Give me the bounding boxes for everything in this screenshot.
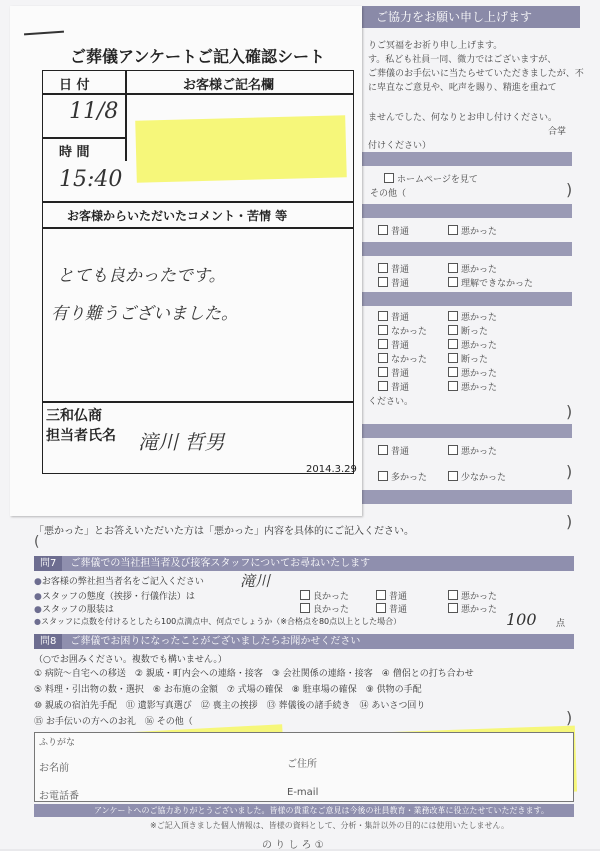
form-header: ご協力をお願い申し上げます — [376, 10, 533, 24]
option-futsu[interactable]: 普通 — [378, 276, 409, 289]
q7-score-handwritten: 100 — [506, 610, 537, 629]
form-intro-line: ご葬儀のお手伝いに当たらせていただきましたが、不 — [368, 69, 584, 79]
form-gassho: 合掌 — [548, 127, 567, 137]
comments-label: お客様からいただいたコメント・苦情 等 — [67, 209, 288, 223]
option-futsu[interactable]: 普通 — [378, 380, 409, 393]
staff-handwritten: 滝川 哲男 — [138, 430, 225, 454]
option-futsu[interactable]: 普通 — [378, 310, 409, 323]
question-bar — [362, 490, 572, 504]
option-warui[interactable]: 悪かった — [448, 366, 497, 379]
furigana-label: ふりがな — [39, 738, 76, 748]
option-kotowatta[interactable]: 断った — [448, 324, 488, 337]
printed-date: 2014.3.29 — [306, 464, 357, 475]
divider — [125, 71, 127, 161]
option-warui[interactable]: 悪かった — [448, 444, 497, 457]
form-intro-line: に卑直なご意見や、叱声を賜り、精進を重ねて — [368, 83, 557, 93]
staff-label: 担当者氏名 — [46, 428, 116, 444]
privacy-note: ※ご記入頂きました個人情報は、皆様の資料として、分析・集計以外の目的には使用いたしません。 — [150, 821, 510, 830]
page-label: の り し ろ ① — [262, 840, 324, 851]
thanks-bar: アンケートへのご協力ありがとうございました。皆様の貴重なご意見は今後の社員教育・業務改革に役立たせていただきます。 — [34, 804, 574, 817]
address-label: ご住所 — [287, 759, 317, 770]
dress-normal[interactable]: 普通 — [376, 602, 407, 615]
option-rikai[interactable]: 理解できなかった — [448, 276, 533, 289]
bracket: ) — [566, 512, 573, 531]
comment-line-2: 有り難うございました。 — [51, 304, 238, 324]
option-ooi[interactable]: 多かった — [378, 470, 427, 483]
form-intro-line: 付けください） — [368, 141, 432, 151]
q8-header — [34, 634, 574, 649]
q7-dress-line: ●スタッフの服装は — [34, 605, 114, 615]
confirmation-card — [10, 6, 362, 516]
option-futsu[interactable]: 普通 — [378, 444, 409, 457]
dress-bad[interactable]: 悪かった — [448, 602, 497, 615]
attitude-bad[interactable]: 悪かった — [448, 589, 497, 602]
time-label: 時 間 — [59, 145, 90, 160]
option-warui[interactable]: 悪かった — [448, 310, 497, 323]
option-homepage[interactable]: ホームページを見て — [384, 172, 478, 185]
q7-attitude-line: ●スタッフの態度（挨拶・行儀作法）は — [34, 592, 195, 602]
form-kudasai: ください。 — [368, 397, 414, 407]
q7-score-line: ●スタッフに点数を付けるとしたら100点満点中、何点でしょうか（※合格点を80点以上とした場合） — [34, 617, 402, 626]
q8-title: ご葬儀でお困りになったことがございましたらお聞かせください — [70, 636, 361, 647]
option-warui[interactable]: 悪かった — [448, 380, 497, 393]
q7-number: 問7 — [34, 556, 62, 571]
contact-info-box — [34, 732, 574, 802]
divider — [43, 201, 353, 203]
q8-options-row: ⑮ お手伝いの方へのお礼 ⑯ その他（ — [34, 717, 193, 727]
attitude-normal[interactable]: 普通 — [376, 589, 407, 602]
form-intro-line: りご冥福をお祈り申し上げます。 — [368, 41, 503, 51]
form-intro-line: ませんでした、何なりとお申し付けください。 — [368, 113, 558, 123]
company-name: 三和仏商 — [46, 408, 102, 424]
date-label: 日 付 — [59, 78, 90, 93]
option-warui[interactable]: 悪かった — [448, 262, 497, 275]
redaction-highlight — [135, 115, 347, 182]
q8-options-row: ① 病院～自宅への移送 ② 親戚・町内会への連絡・接客 ③ 会社関係の連絡・接客 ④ 僧侶との打ち合わせ — [34, 669, 474, 679]
q7-staff-name-line: ●お客様の弊社担当者名をご記入ください — [34, 577, 204, 587]
q8-number: 問8 — [34, 634, 62, 649]
divider — [43, 401, 353, 403]
option-nakatta[interactable]: なかった — [378, 352, 427, 365]
option-sukunai[interactable]: 少なかった — [448, 470, 506, 483]
q7-staff-name-handwritten: 滝川 — [240, 572, 271, 590]
form-intro-line: す。私ども社員一同、微力ではございますが、 — [368, 55, 557, 65]
option-kotowatta[interactable]: 断った — [448, 352, 488, 365]
email-label: E-mail — [287, 787, 319, 798]
question-bar — [362, 152, 572, 166]
option-other[interactable]: その他（ — [370, 189, 407, 199]
bracket: ) — [566, 180, 573, 199]
question-bar — [362, 242, 572, 256]
bad-answer-note: 「悪かった」とお答えいただいた方は「悪かった」内容を具体的にご記入ください。 — [34, 526, 414, 537]
q8-instruction: （○でお囲みください。複数でも構いません。） — [34, 655, 227, 665]
name-label: お客様ご記名欄 — [183, 78, 275, 93]
form-header-band — [362, 6, 580, 28]
divider — [43, 137, 125, 139]
option-warui[interactable]: 悪かった — [448, 224, 497, 237]
bracket: ) — [566, 402, 573, 421]
name-label: お名前 — [39, 763, 69, 774]
divider — [43, 93, 353, 95]
option-futsu[interactable]: 普通 — [378, 366, 409, 379]
q8-options-row: ⑤ 料理・引出物の数・選択 ⑥ お布施の金額 ⑦ 式場の確保 ⑧ 駐車場の確保 ⑨ 供物の手配 — [34, 685, 422, 695]
option-futsu[interactable]: 普通 — [378, 338, 409, 351]
bracket: ( — [34, 534, 40, 550]
divider — [43, 227, 353, 229]
bracket: ) — [566, 708, 573, 727]
bracket: ) — [566, 462, 573, 481]
option-futsu[interactable]: 普通 — [378, 262, 409, 275]
pen-mark — [24, 31, 64, 36]
phone-label: お電話番 — [39, 791, 79, 802]
option-warui[interactable]: 悪かった — [448, 338, 497, 351]
dress-good[interactable]: 良かった — [300, 602, 349, 615]
question-bar — [362, 424, 572, 438]
attitude-good[interactable]: 良かった — [300, 589, 349, 602]
q8-options-row: ⑩ 親戚の宿泊先手配 ⑪ 遺影写真選び ⑫ 喪主の挨拶 ⑬ 葬儀後の諸手続き ⑭ あいさつ回り — [34, 701, 426, 711]
q7-score-unit: 点 — [556, 619, 566, 629]
comment-line-1: とても良かったです。 — [57, 266, 226, 286]
date-handwritten: 11/8 — [69, 99, 119, 124]
company-block — [46, 406, 116, 446]
option-futsu[interactable]: 普通 — [378, 224, 409, 237]
q7-title: ご葬儀での当社担当者及び接客スタッフについてお尋ねいたします — [70, 558, 371, 569]
time-handwritten: 15:40 — [59, 167, 123, 192]
question-bar — [362, 292, 572, 306]
q7-header — [34, 556, 574, 571]
question-bar — [362, 204, 572, 218]
option-nakatta[interactable]: なかった — [378, 324, 427, 337]
card-title: ご葬儀アンケートご記入確認シート — [70, 47, 326, 66]
